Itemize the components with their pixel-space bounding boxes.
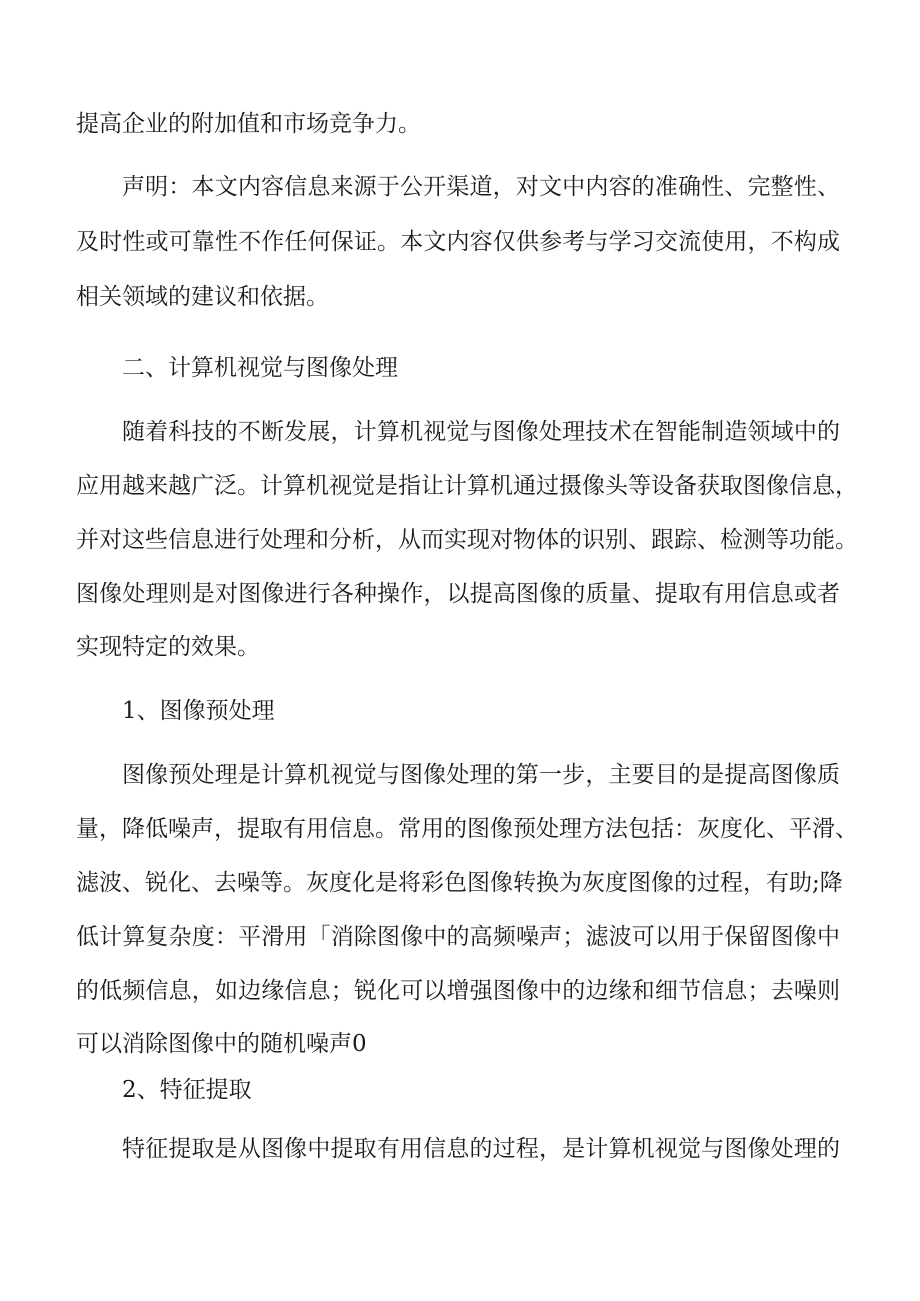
section-heading: 二、计算机视觉与图像处理 [122, 355, 398, 381]
paragraph-line: 低计算复杂度：平滑用「消除图像中的高频噪声；滤波可以用于保留图像中 [76, 924, 840, 950]
paragraph-line: 可以消除图像中的随机噪声0 [76, 1031, 367, 1057]
paragraph-line: 特征提取是从图像中提取有用信息的过程，是计算机视觉与图像处理的 [122, 1136, 840, 1162]
paragraph-line: 实现特定的效果。 [76, 634, 260, 660]
paragraph-line: 图像预处理是计算机视觉与图像处理的第一步，主要目的是提高图像质 [122, 762, 840, 788]
subsection-heading: 1、图像预处理 [122, 698, 275, 724]
subsection-heading: 2、特征提取 [122, 1077, 252, 1103]
paragraph-line: 图像处理则是对图像进行各种操作，以提高图像的质量、提取有用信息或者 [76, 581, 840, 607]
paragraph-line: 及时性或可靠性不作任何保证。本文内容仅供参考与学习交流使用，不构成 [76, 229, 840, 255]
paragraph-line: 随着科技的不断发展，计算机视觉与图像处理技术在智能制造领域中的 [122, 419, 840, 445]
paragraph-line: 滤波、锐化、去噪等。灰度化是将彩色图像转换为灰度图像的过程，有助;降 [76, 870, 843, 896]
paragraph-line: 的低频信息，如边缘信息；锐化可以增强图像中的边缘和细节信息；去噪则 [76, 978, 840, 1004]
paragraph-line: 提高企业的附加值和市场竞争力。 [76, 111, 421, 137]
paragraph-line: 量，降低噪声，提取有用信息。常用的图像预处理方法包括：灰度化、平滑、 [76, 816, 858, 842]
paragraph-line: 相关领域的建议和依据。 [76, 284, 329, 310]
paragraph-line: 并对这些信息进行处理和分析，从而实现对物体的识别、跟踪、检测等功能。 [76, 527, 858, 553]
paragraph-line: 应用越来越广泛。计算机视觉是指让计算机通过摄像头等设备获取图像信息， [76, 473, 858, 499]
paragraph-line: 声明：本文内容信息来源于公开渠道，对文中内容的准确性、完整性、 [122, 174, 840, 200]
